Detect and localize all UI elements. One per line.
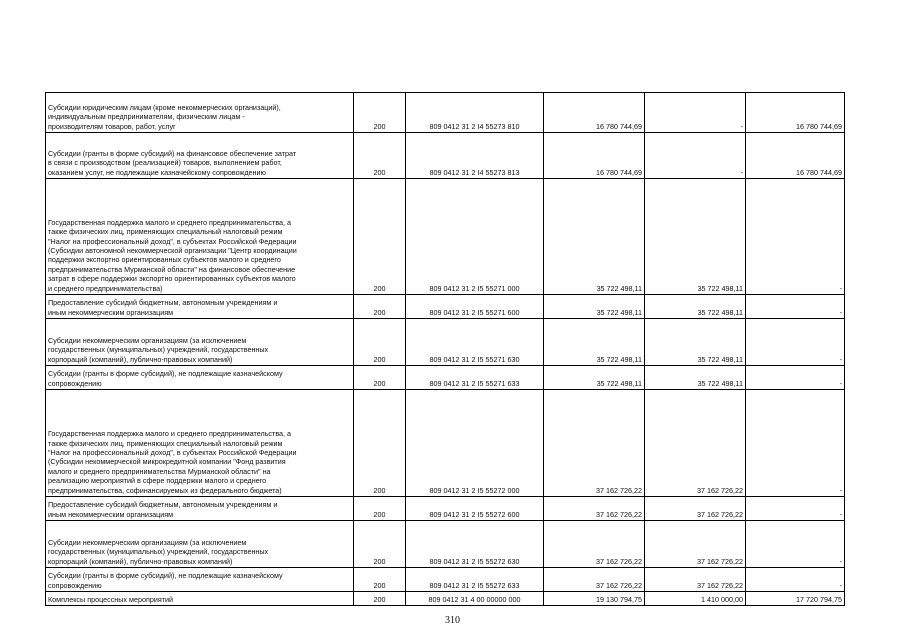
row-type-cell: 200 (354, 366, 406, 390)
row-code-cell: 809 0412 31 4 00 00000 000 (406, 592, 544, 606)
row-exec-cell: - (645, 93, 746, 133)
row-code-cell: 809 0412 31 2 I5 55271 630 (406, 319, 544, 366)
row-code-cell: 809 0412 31 2 I5 55272 633 (406, 568, 544, 592)
row-plan-cell: 37 162 726,22 (544, 390, 645, 497)
table-row (46, 390, 845, 497)
row-name-cell: Субсидии некоммерческим организациям (за исключением государственных (муниципальных) учреждений, государственных корпораций (компаний), публично-правовых компаний) (46, 319, 354, 366)
table-row (46, 295, 845, 319)
row-plan-cell: 16 780 744,69 (544, 93, 645, 133)
table-row (46, 133, 845, 179)
table-row (46, 568, 845, 592)
row-exec-cell: 37 162 726,22 (645, 497, 746, 521)
budget-table (45, 92, 845, 606)
row-code-cell: 809 0412 31 2 I4 55273 813 (406, 133, 544, 179)
row-plan-cell: 35 722 498,11 (544, 366, 645, 390)
row-type-cell: 200 (354, 497, 406, 521)
row-plan-cell: 16 780 744,69 (544, 133, 645, 179)
row-code-cell: 809 0412 31 2 I5 55272 000 (406, 390, 544, 497)
row-exec-cell: 35 722 498,11 (645, 366, 746, 390)
row-rest-cell: 16 780 744,69 (746, 133, 845, 179)
table-row (46, 592, 845, 606)
row-type-cell: 200 (354, 319, 406, 366)
row-code-cell: 809 0412 31 2 I5 55271 633 (406, 366, 544, 390)
row-rest-cell: 16 780 744,69 (746, 93, 845, 133)
row-name-cell: Субсидии (гранты в форме субсидий), не подлежащие казначейскому сопровождению (46, 568, 354, 592)
row-type-cell: 200 (354, 93, 406, 133)
table-row (46, 366, 845, 390)
row-rest-cell: - (746, 319, 845, 366)
row-name-cell: Предоставление субсидий бюджетным, автономным учреждениям и иным некоммерческим организациям (46, 497, 354, 521)
row-type-cell: 200 (354, 390, 406, 497)
table-row (46, 179, 845, 295)
row-type-cell: 200 (354, 133, 406, 179)
row-name-cell: Государственная поддержка малого и среднего предпринимательства, а также физических лиц, применяющих специальный налоговый режим "Налог на профессиональный доход", в субъектах Российской Федерации (Субсидии автономной некоммерческой организации "Центр координации поддержки экспортно ориентированных субъектов малого и среднего предпринимательства Мурманской области" на финансовое обеспечение затрат в сфере поддержки экспортно ориентированных субъектов малого и среднего предпринимательства) (46, 179, 354, 295)
row-name-cell: Субсидии (гранты в форме субсидий), не подлежащие казначейскому сопровождению (46, 366, 354, 390)
row-plan-cell: 37 162 726,22 (544, 568, 645, 592)
row-type-cell: 200 (354, 568, 406, 592)
row-plan-cell: 35 722 498,11 (544, 319, 645, 366)
row-exec-cell: 37 162 726,22 (645, 521, 746, 568)
table-row (46, 319, 845, 366)
row-rest-cell: - (746, 497, 845, 521)
page-number: 310 (445, 615, 460, 626)
row-plan-cell: 37 162 726,22 (544, 497, 645, 521)
row-plan-cell: 35 722 498,11 (544, 295, 645, 319)
row-name-cell: Комплексы процессных мероприятий (46, 592, 354, 606)
row-exec-cell: 37 162 726,22 (645, 390, 746, 497)
row-code-cell: 809 0412 31 2 I5 55271 600 (406, 295, 544, 319)
row-exec-cell: - (645, 133, 746, 179)
table-row (46, 521, 845, 568)
row-name-cell: Субсидии юридическим лицам (кроме некоммерческих организаций), индивидуальным предпринимателям, физическим лицам - производителям товаров, работ, услуг (46, 93, 354, 133)
row-plan-cell: 35 722 498,11 (544, 179, 645, 295)
row-rest-cell: - (746, 521, 845, 568)
row-exec-cell: 35 722 498,11 (645, 179, 746, 295)
row-type-cell: 200 (354, 179, 406, 295)
row-plan-cell: 37 162 726,22 (544, 521, 645, 568)
row-rest-cell: - (746, 295, 845, 319)
row-code-cell: 809 0412 31 2 I4 55273 810 (406, 93, 544, 133)
row-type-cell: 200 (354, 592, 406, 606)
table-row (46, 93, 845, 133)
row-code-cell: 809 0412 31 2 I5 55272 600 (406, 497, 544, 521)
table-row (46, 497, 845, 521)
row-code-cell: 809 0412 31 2 I5 55271 000 (406, 179, 544, 295)
row-type-cell: 200 (354, 521, 406, 568)
row-rest-cell: 17 720 794,75 (746, 592, 845, 606)
row-type-cell: 200 (354, 295, 406, 319)
row-exec-cell: 1 410 000,00 (645, 592, 746, 606)
row-name-cell: Субсидии (гранты в форме субсидий) на финансовое обеспечение затрат в связи с производством (реализацией) товаров, выполнением работ, оказанием услуг, не подлежащие казначейскому сопровождению (46, 133, 354, 179)
row-rest-cell: - (746, 568, 845, 592)
row-exec-cell: 35 722 498,11 (645, 295, 746, 319)
row-exec-cell: 35 722 498,11 (645, 319, 746, 366)
row-rest-cell: - (746, 179, 845, 295)
row-name-cell: Предоставление субсидий бюджетным, автономным учреждениям и иным некоммерческим организациям (46, 295, 354, 319)
row-rest-cell: - (746, 390, 845, 497)
row-rest-cell: - (746, 366, 845, 390)
row-name-cell: Государственная поддержка малого и среднего предпринимательства, а также физических лиц, применяющих специальный налоговый режим "Налог на профессиональный доход", в субъектах Российской Федерации (Субсидии некоммерческой микрокредитной компании "Фонд развития малого и среднего предпринимательства Мурманской области" на реализацию мероприятий в сфере поддержки малого и среднего предпринимательства, софинансируемых из федерального бюджета) (46, 390, 354, 497)
row-code-cell: 809 0412 31 2 I5 55272 630 (406, 521, 544, 568)
row-plan-cell: 19 130 794,75 (544, 592, 645, 606)
row-exec-cell: 37 162 726,22 (645, 568, 746, 592)
row-name-cell: Субсидии некоммерческим организациям (за исключением государственных (муниципальных) учреждений, государственных корпораций (компаний), публично-правовых компаний) (46, 521, 354, 568)
